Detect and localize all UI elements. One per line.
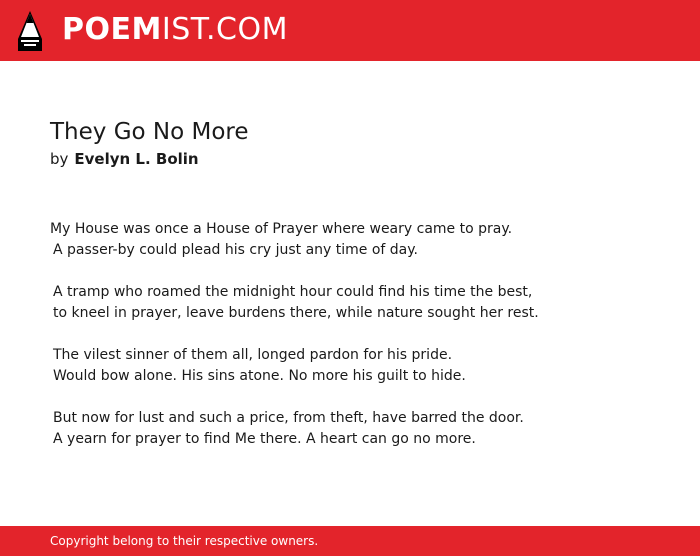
logo-bold-text: POEM: [62, 12, 162, 47]
poem-line: A passer-by could plead his cry just any time of day.: [53, 242, 419, 258]
poem-line: A yearn for prayer to find Me there. A heart can go no more.: [53, 431, 476, 447]
stanza: [50, 282, 670, 324]
byline: [50, 149, 199, 169]
poem-line: to kneel in prayer, leave burdens there, while nature sought her rest.: [53, 305, 539, 321]
poem-line: Would bow alone. His sins atone. No more his guilt to hide.: [53, 368, 466, 384]
stanza: [50, 219, 670, 261]
stanza: [50, 345, 670, 387]
poem-line: A tramp who roamed the midnight hour could find his time the best,: [53, 284, 533, 300]
poem-body: [50, 219, 670, 471]
poem-title: They Go No More: [50, 119, 249, 145]
poem-line: The vilest sinner of them all, longed pardon for his pride.: [53, 347, 453, 363]
poem-line: My House was once a House of Prayer where weary came to pray.: [50, 221, 513, 237]
site-header: [0, 0, 700, 61]
by-label: by: [50, 150, 69, 168]
site-footer: [0, 526, 700, 556]
pencil-icon[interactable]: [18, 11, 42, 51]
poem-line: But now for lust and such a price, from theft, have barred the door.: [53, 410, 524, 426]
stanza: [50, 408, 670, 450]
author-name: Evelyn L. Bolin: [74, 150, 199, 168]
site-logo[interactable]: [62, 13, 288, 47]
logo-light-text: IST.COM: [161, 12, 288, 47]
copyright-text: Copyright belong to their respective owners.: [50, 534, 319, 548]
